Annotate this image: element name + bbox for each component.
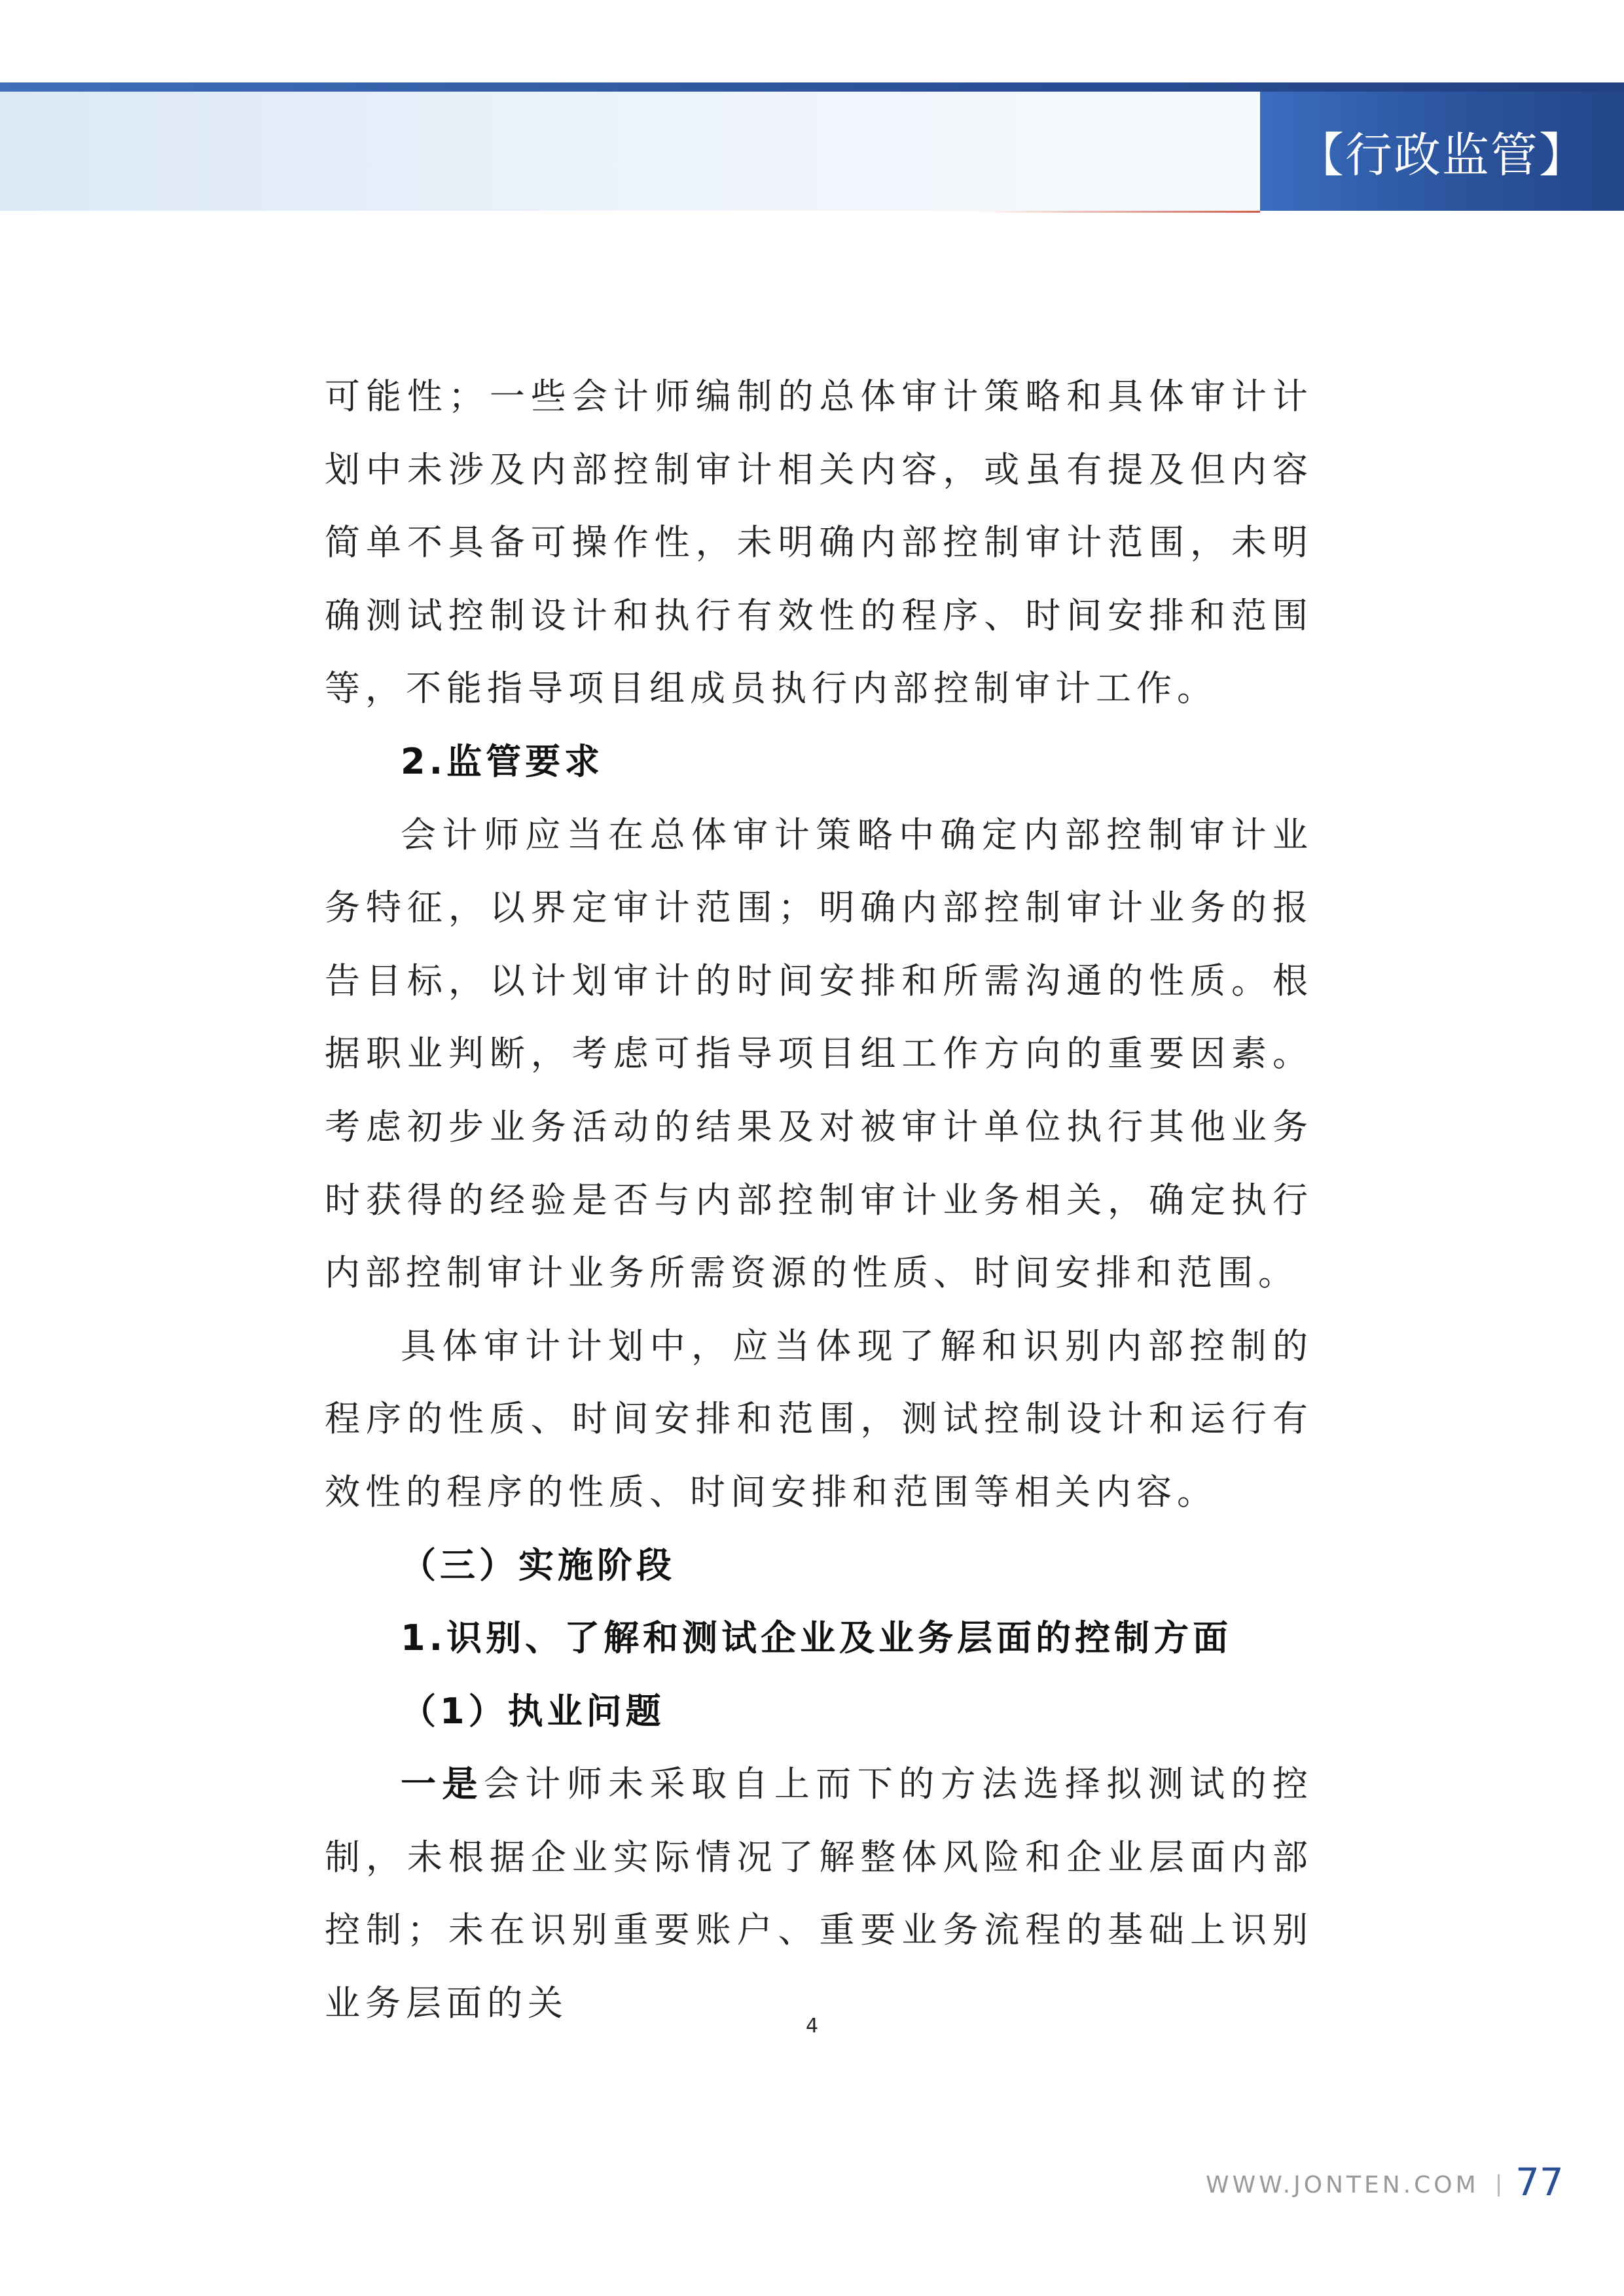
page-number: 4	[805, 2015, 819, 2037]
heading-subsection-text: 1.识别、了解和测试企业及业务层面的控制方面	[401, 1617, 1233, 1659]
footer-divider	[1498, 2174, 1500, 2197]
heading-requirements: 2.监管要求	[401, 740, 604, 782]
section-tag	[1260, 92, 1624, 211]
paragraph-intro: 可能性；一些会计师编制的总体审计策略和具体审计计划中未涉及内部控制审计相关内容，或虽有提及但内容简单不具备可操作性，未明确内部控制审计范围，未明确测试控制设计和执行有效性的程序、时间安排和范围等，不能指导项目组成员执行内部控制审计工作。	[325, 376, 1313, 709]
heading-subsection	[325, 1602, 1313, 1675]
header-accent-line	[975, 211, 1260, 213]
heading-implementation-stage: （三）实施阶段	[401, 1544, 676, 1586]
paragraph-requirements-1: 会计师应当在总体审计策略中确定内部控制审计业务特征，以界定审计范围；明确内部控制审计业务的报告目标，以计划审计的时间安排和所需沟通的性质。根据职业判断，考虑可指导项目组工作方向的重要因素。考虑初步业务活动的结果及对被审计单位执行其他业务时获得的经验是否与内部控制审计业务相关，确定执行内部控制审计业务所需资源的性质、时间安排和范围。	[325, 814, 1313, 1294]
footer-website: WWW.JONTEN.COM	[1206, 2172, 1479, 2198]
header-top-line	[0, 82, 1624, 92]
document-body	[325, 360, 1313, 2040]
paragraph-issue-text: 会计师未采取自上而下的方法选择拟测试的控制，未根据企业实际情况了解整体风险和企业层面内部控制；未在识别重要账户、重要业务流程的基础上识别业务层面的关	[325, 1763, 1314, 2024]
section-tag-label: 【行政监管】	[1296, 128, 1587, 183]
paragraph-issue-lead: 一是	[401, 1763, 484, 1805]
paragraph-requirements-2: 具体审计计划中，应当体现了解和识别内部控制的程序的性质、时间安排和范围，测试控制设计和运行有效性的程序的性质、时间安排和范围等相关内容。	[325, 1325, 1313, 1513]
header-band	[0, 92, 1260, 211]
paragraph-issue-1	[325, 1748, 1313, 2039]
footer-magazine-page: 77	[1515, 2160, 1564, 2204]
heading-issues: （1）执业问题	[401, 1690, 665, 1732]
